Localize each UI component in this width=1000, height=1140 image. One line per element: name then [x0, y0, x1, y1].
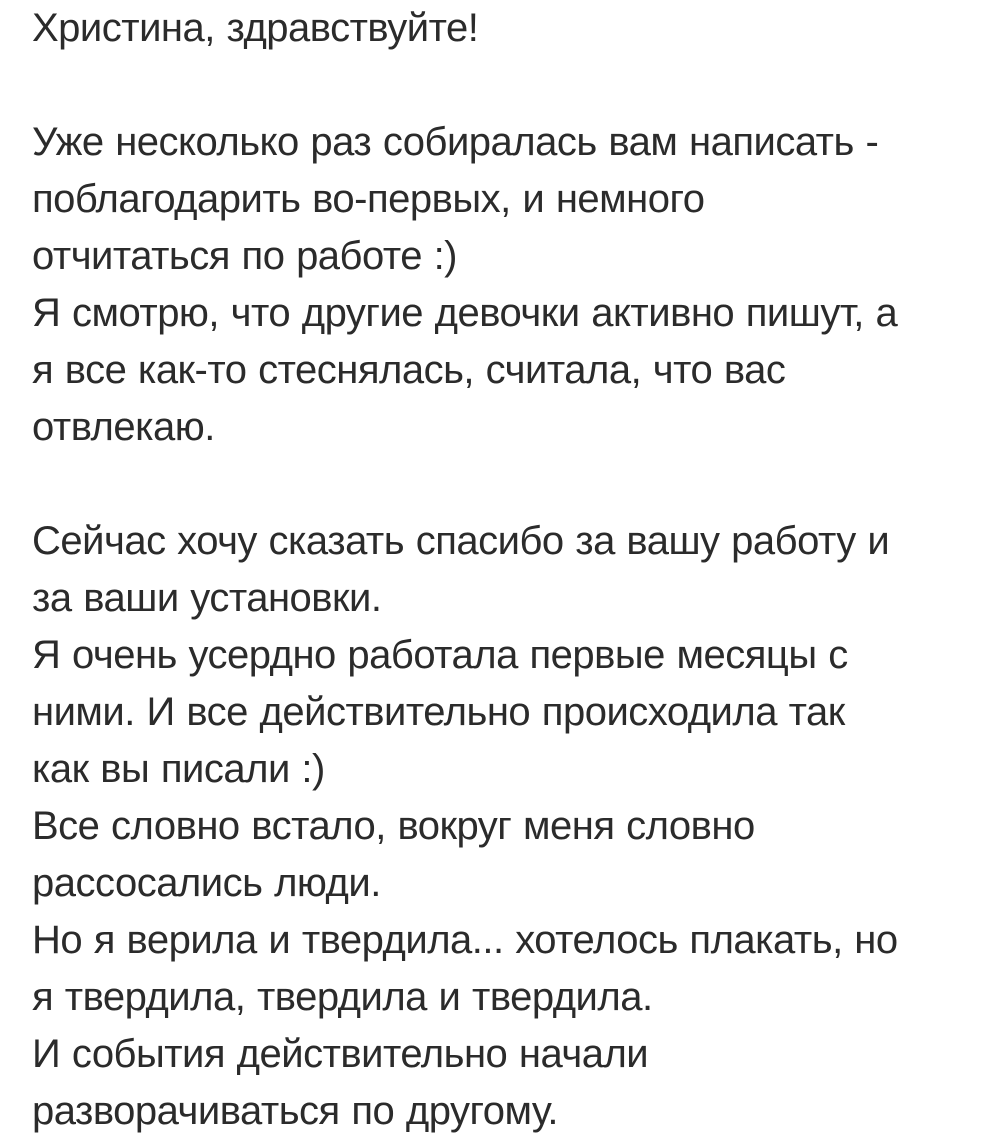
text-line: Уже несколько раз собиралась вам написать -: [32, 120, 879, 164]
text-line: рассосались люди.: [32, 861, 381, 905]
text-line: Я очень усердно работала первые месяцы с: [32, 633, 848, 677]
text-line: отвлекаю.: [32, 405, 215, 449]
text-line: отчитаться по работе :): [32, 234, 457, 278]
text-line: как вы писали :): [32, 747, 325, 791]
greeting-line: Христина, здравствуйте!: [32, 6, 479, 50]
text-line: И события действительно начали: [32, 1032, 649, 1076]
paragraph-spacer: [32, 456, 992, 513]
text-line: поблагодарить во-первых, и немного: [32, 177, 705, 221]
text-line: ними. И все действительно происходила так: [32, 690, 845, 734]
text-line: Но я верила и твердила... хотелось плакать, но: [32, 918, 898, 962]
text-line: разворачиваться по другому.: [32, 1089, 558, 1133]
text-line: Я смотрю, что другие девочки активно пишут, а: [32, 291, 898, 335]
text-line: за ваши установки.: [32, 576, 382, 620]
text-line: Сейчас хочу сказать спасибо за вашу работу и: [32, 519, 890, 563]
text-line: Все словно встало, вокруг меня словно: [32, 804, 755, 848]
paragraph-spacer: [32, 57, 992, 114]
text-line: я все как-то стеснялась, считала, что вас: [32, 348, 786, 392]
message-body: [32, 0, 992, 1140]
text-line: я твердила, твердила и твердила.: [32, 975, 653, 1019]
